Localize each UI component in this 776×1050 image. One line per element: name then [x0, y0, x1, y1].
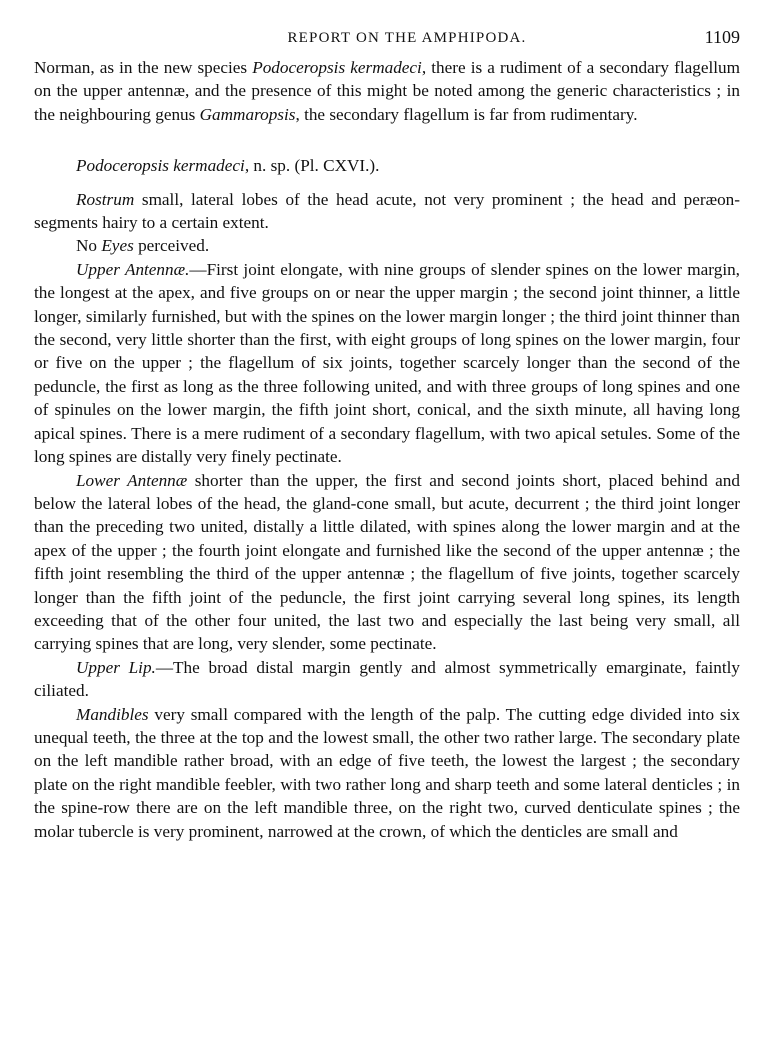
- paragraph-lower-antennae: [34, 469, 740, 656]
- eyes-pre: No: [76, 236, 102, 256]
- species-heading-suffix: , n. sp. (Pl. CXVI.).: [244, 156, 380, 176]
- page-number: 1109: [704, 27, 740, 47]
- species-heading: [34, 154, 740, 177]
- eyes-lead: Eyes: [101, 236, 134, 256]
- rostrum-lead: Rostrum: [76, 189, 135, 209]
- species-heading-name: Podoceropsis kermadeci: [76, 156, 245, 176]
- paragraph-upper-antennae: [34, 258, 740, 469]
- mandibles-lead: Mandibles: [76, 704, 149, 724]
- running-header: [34, 27, 740, 56]
- paragraph-upper-lip: [34, 656, 740, 703]
- lower-antennae-lead: Lower Antennæ: [76, 470, 188, 490]
- upper-antennae-lead: Upper Antennæ.: [76, 259, 190, 279]
- intro-text-2: , there is a rudiment of a secondary flagellum on the upper antennæ, and the presence of this might be noted among the generic characteristics ; in the neighbouring genus: [34, 58, 740, 124]
- lower-antennae-text: shorter than the upper, the first and second joints short, placed behind and below the lateral lobes of the head, the gland-cone small, but acute, decurrent ; the third joint longer than the preceding two united, distally a little dilated, with spines along the lower margin and at the apex of the upper ; the fourth joint elongate and furnished like the second of the upper antennæ ; the fifth joint resembling the third of the upper antennæ ; the flagellum of five joints, together scarcely longer than the fifth joint of the peduncle, the first joint carrying several long spines, its length exceeding that of the other four united, the last two and especially the last being very small, all carrying spines that are long, very slender, some pectinate.: [34, 470, 740, 654]
- rostrum-text: small, lateral lobes of the head acute, not very prominent ; the head and peræon-segments hairy to a certain extent.: [34, 189, 740, 233]
- intro-genus-name: Gammaropsis: [199, 104, 296, 124]
- intro-paragraph: [34, 56, 740, 126]
- eyes-text: perceived.: [133, 236, 210, 256]
- running-title: REPORT ON THE AMPHIPODA.: [287, 30, 527, 46]
- intro-text-1: Norman, as in the new species: [34, 58, 253, 77]
- paragraph-eyes: [34, 234, 740, 257]
- paragraph-rostrum: [34, 188, 740, 235]
- intro-species-name: Podoceropsis kermadeci: [252, 58, 422, 77]
- upper-lip-text: —The broad distal margin gently and almost symmetrically emarginate, faintly ciliated.: [34, 657, 740, 701]
- intro-text-3: , the secondary flagellum is far from rudimentary.: [295, 104, 638, 124]
- upper-antennae-text: —First joint elongate, with nine groups of slender spines on the lower margin, the longest at the apex, and five groups on or near the upper margin ; the second joint thinner, a little longer, similarly furnished, but with the spines on the lower margin longer ; the third joint thinner than the second, very little shorter than the first, with eight groups of long spines on the lower margin, four or five on the upper ; the flagellum of six joints, together scarcely longer than the second of the peduncle, the first as long as the three following united, and with three groups of long spines and one of spinules on the lower margin, the fifth joint short, conical, and the sixth minute, all having long apical spines. There is a mere rudiment of a secondary flagellum, with two apical setules. Some of the long spines are distally very finely pectinate.: [34, 259, 740, 467]
- document-page: [34, 27, 740, 843]
- upper-lip-lead: Upper Lip.: [76, 657, 156, 677]
- paragraph-mandibles: [34, 703, 740, 843]
- mandibles-text: very small compared with the length of the palp. The cutting edge divided into six unequal teeth, the three at the top and the lowest small, the other two rather large. The secondary plate on the left mandible rather broad, with an edge of five teeth, the lowest the largest ; the secondary plate on the right mandible feebler, with two rather long and sharp teeth and some lateral denticles ; in the spine-row there are on the left mandible three, on the right two, curved denticulate spines ; the molar tubercle is very prominent, narrowed at the crown, of which the denticles are small and: [34, 704, 740, 841]
